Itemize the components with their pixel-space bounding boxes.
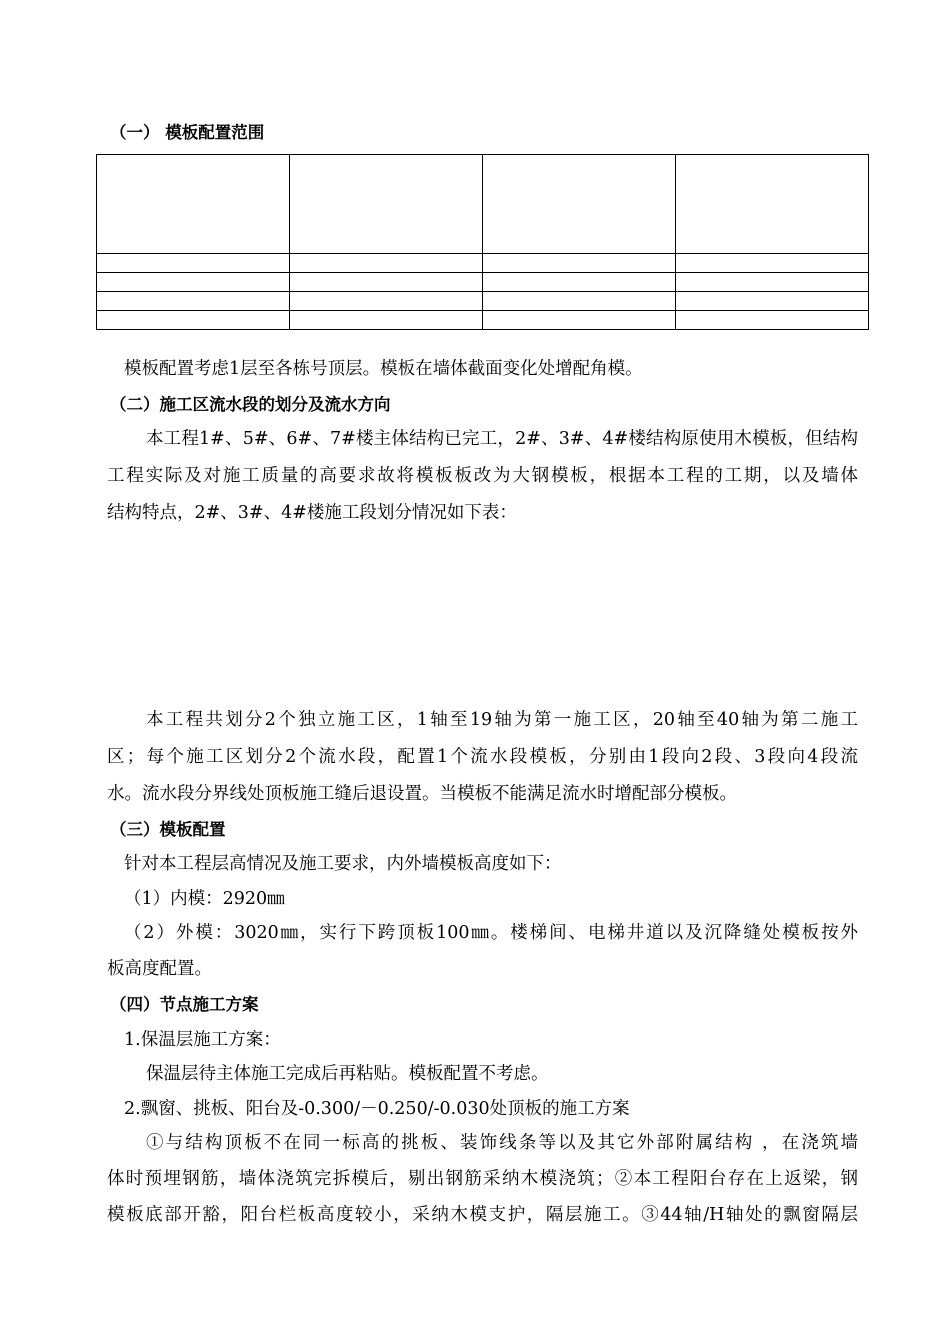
section-2-para-1-line-1: 本工程1#、5#、6#、7#楼主体结构已完工，2#、3#、4#楼结构原使用木模板，但结构 <box>146 429 858 449</box>
section-1-note: 模板配置考虑1层至各栋号顶层。模板在墙体截面变化处增配角模。 <box>124 359 643 379</box>
table-cell <box>97 292 290 311</box>
section-2-heading: （二）施工区流水段的划分及流水方向 <box>110 395 391 414</box>
section-4-sub-2-line-2: 体时预埋钢筋，墙体浇筑完拆模后，剔出钢筋采纳木模浇筑；②本工程阳台存在上返梁，钢 <box>107 1169 858 1189</box>
section-3-intro: 针对本工程层高情况及施工要求，内外墙模板高度如下： <box>124 854 562 874</box>
table-cell <box>676 292 869 311</box>
table-cell <box>676 311 869 330</box>
section-2-para-1-line-3: 结构特点，2#、3#、4#楼施工段划分情况如下表： <box>107 503 517 523</box>
table-cell <box>483 155 676 254</box>
table-cell <box>290 254 483 273</box>
table-cell <box>97 311 290 330</box>
section-4-sub-2-title: 2.飘窗、挑板、阳台及-0.300/－0.250/-0.030处顶板的施工方案 <box>124 1099 630 1119</box>
section-3-item-1: （1）内模：2920㎜ <box>124 889 285 909</box>
section-2-para-1-line-2: 工程实际及对施工质量的高要求故将模板板改为大钢模板，根据本工程的工期，以及墙体 <box>107 466 858 486</box>
table-cell <box>97 155 290 254</box>
section-4-sub-1-title: 1.保温层施工方案： <box>124 1030 281 1050</box>
table-row <box>97 292 869 311</box>
table-cell <box>676 273 869 292</box>
table-cell <box>483 273 676 292</box>
table-row <box>97 254 869 273</box>
table-cell <box>290 292 483 311</box>
section-2-para-2-line-3: 水。流水段分界线处顶板施工缝后退设置。当模板不能满足流水时增配部分模板。 <box>107 784 737 804</box>
section-3-item-2-line-2: 板高度配置。 <box>107 959 212 979</box>
section-2-para-2-line-2: 区；每个施工区划分2个流水段，配置1个流水段模板，分别由1段向2段、3段向4段流 <box>107 747 858 767</box>
table-cell <box>97 254 290 273</box>
section-4-sub-2-line-1: ①与结构顶板不在同一标高的挑板、装饰线条等以及其它外部附属结构 ，在浇筑墙 <box>146 1133 858 1153</box>
table-cell <box>676 254 869 273</box>
table-cell <box>290 273 483 292</box>
table-row <box>97 311 869 330</box>
table-cell <box>290 311 483 330</box>
section-4-heading: （四）节点施工方案 <box>110 995 259 1014</box>
section-3-item-2-line-1: （2）外模：3020㎜，实行下跨顶板100㎜。楼梯间、电梯井道以及沉降缝处模板按外 <box>124 923 858 943</box>
section-4-sub-2-line-3: 模板底部开豁，阳台栏板高度较小，采纳木模支护，隔层施工。③44轴/H轴处的飘窗隔层 <box>107 1205 858 1225</box>
table-cell <box>676 155 869 254</box>
table-cell <box>483 254 676 273</box>
section-1-heading: （一） 模板配置范围 <box>110 123 265 142</box>
table-cell <box>290 155 483 254</box>
section-3-heading: （三）模板配置 <box>110 820 226 839</box>
section-4-sub-1-text: 保温层待主体施工完成后再粘贴。模板配置不考虑。 <box>146 1064 549 1084</box>
table-cell <box>483 311 676 330</box>
table-row <box>97 273 869 292</box>
table-header-row <box>97 155 869 254</box>
section-2-para-2-line-1: 本工程共划分2个独立施工区，1轴至19轴为第一施工区，20轴至40轴为第二施工 <box>146 710 858 730</box>
table-cell <box>97 273 290 292</box>
table-cell <box>483 292 676 311</box>
template-range-table <box>96 154 869 330</box>
